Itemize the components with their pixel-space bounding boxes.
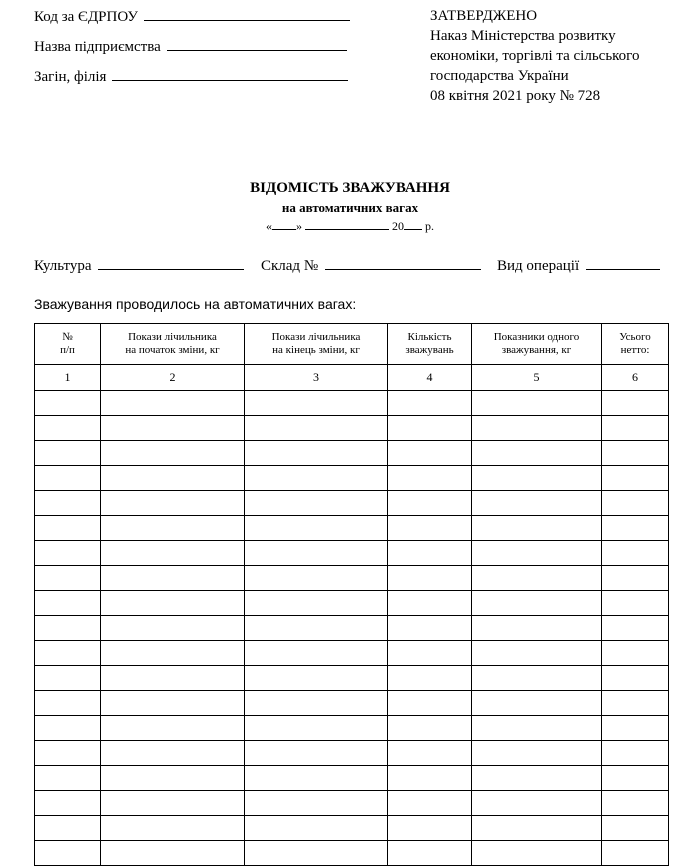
- table-cell[interactable]: [101, 491, 245, 516]
- culture-field: [34, 255, 244, 275]
- table-cell[interactable]: [101, 691, 245, 716]
- table-cell[interactable]: [472, 441, 602, 466]
- table-cell[interactable]: [602, 416, 669, 441]
- table-cell[interactable]: [101, 666, 245, 691]
- table-cell[interactable]: [602, 791, 669, 816]
- table-cell[interactable]: [101, 466, 245, 491]
- table-cell[interactable]: [388, 416, 472, 441]
- table-cell[interactable]: [602, 666, 669, 691]
- column-header-line: Усього: [619, 331, 651, 343]
- table-cell[interactable]: [245, 416, 388, 441]
- table-row: [35, 391, 669, 416]
- weighing-intro: Зважування проводилось на автоматичних вагах:: [34, 296, 357, 312]
- table-row: [35, 541, 669, 566]
- table-row: [35, 791, 669, 816]
- table-cell[interactable]: [35, 616, 101, 641]
- table-cell[interactable]: [602, 841, 669, 866]
- table-cell[interactable]: [388, 691, 472, 716]
- table-cell[interactable]: [388, 641, 472, 666]
- table-row: [35, 716, 669, 741]
- table-body: [35, 391, 669, 866]
- table-cell[interactable]: [388, 441, 472, 466]
- date-day-blank[interactable]: [272, 219, 296, 230]
- table-cell[interactable]: [472, 541, 602, 566]
- table-cell[interactable]: [472, 516, 602, 541]
- table-cell[interactable]: [101, 641, 245, 666]
- edrpou-label: Код за ЄДРПОУ: [34, 9, 138, 25]
- table-cell[interactable]: [602, 541, 669, 566]
- branch-field: [34, 66, 348, 86]
- table-cell[interactable]: [388, 516, 472, 541]
- approval-line: Наказ Міністерства розвитку: [430, 28, 616, 44]
- table-cell[interactable]: [388, 816, 472, 841]
- table-cell[interactable]: [245, 541, 388, 566]
- table-cell[interactable]: [602, 491, 669, 516]
- warehouse-label: Склад №: [261, 258, 319, 274]
- table-cell[interactable]: [35, 641, 101, 666]
- table-cell[interactable]: [602, 816, 669, 841]
- table-cell[interactable]: [245, 616, 388, 641]
- table-cell[interactable]: [245, 766, 388, 791]
- date-quote-open: «: [266, 219, 272, 233]
- document-date: [0, 219, 700, 233]
- table-cell[interactable]: [35, 791, 101, 816]
- table-row: [35, 666, 669, 691]
- table-header-row: [35, 324, 669, 365]
- column-header: [602, 324, 669, 365]
- table-cell[interactable]: [245, 491, 388, 516]
- table-cell[interactable]: [388, 566, 472, 591]
- table-cell[interactable]: [101, 591, 245, 616]
- table-cell[interactable]: [388, 841, 472, 866]
- column-header: [472, 324, 602, 365]
- date-quote-close: »: [296, 219, 302, 233]
- approval-block: [430, 6, 639, 106]
- table-cell[interactable]: [101, 391, 245, 416]
- table-cell[interactable]: [388, 741, 472, 766]
- operation-field: [497, 255, 660, 275]
- table-cell[interactable]: [35, 816, 101, 841]
- table-cell[interactable]: [472, 691, 602, 716]
- approval-line: економіки, торгівлі та сільського: [430, 48, 640, 64]
- table-cell[interactable]: [602, 466, 669, 491]
- table-row: [35, 491, 669, 516]
- column-number: 2: [101, 365, 245, 391]
- table-cell[interactable]: [472, 591, 602, 616]
- column-number: 3: [245, 365, 388, 391]
- table-cell[interactable]: [602, 391, 669, 416]
- table-cell[interactable]: [602, 741, 669, 766]
- column-header-line: нетто:: [620, 344, 650, 356]
- column-header-line: п/п: [60, 344, 75, 356]
- enterprise-name-blank[interactable]: [167, 36, 347, 51]
- table-cell[interactable]: [245, 816, 388, 841]
- table-cell[interactable]: [388, 666, 472, 691]
- table-cell[interactable]: [245, 516, 388, 541]
- column-header-line: Покази лічильника: [128, 331, 217, 343]
- table-cell[interactable]: [245, 666, 388, 691]
- table-row: [35, 616, 669, 641]
- table-cell[interactable]: [602, 441, 669, 466]
- table-cell[interactable]: [35, 416, 101, 441]
- table-cell[interactable]: [602, 516, 669, 541]
- table-cell[interactable]: [245, 566, 388, 591]
- culture-label: Культура: [34, 258, 92, 274]
- table-cell[interactable]: [101, 791, 245, 816]
- table-cell[interactable]: [245, 791, 388, 816]
- date-month-blank[interactable]: [305, 219, 389, 230]
- column-header-line: на початок зміни, кг: [125, 344, 220, 356]
- edrpou-blank[interactable]: [144, 6, 350, 21]
- table-row: [35, 516, 669, 541]
- table-cell[interactable]: [35, 441, 101, 466]
- table-cell[interactable]: [245, 466, 388, 491]
- table-cell[interactable]: [472, 766, 602, 791]
- table-cell[interactable]: [245, 741, 388, 766]
- column-header-line: зважування, кг: [501, 344, 572, 356]
- table-cell[interactable]: [101, 741, 245, 766]
- table-cell[interactable]: [101, 716, 245, 741]
- table-cell[interactable]: [388, 716, 472, 741]
- table-cell[interactable]: [101, 441, 245, 466]
- table-cell[interactable]: [245, 591, 388, 616]
- table-row: [35, 566, 669, 591]
- table-cell[interactable]: [388, 791, 472, 816]
- document-title: ВІДОМІСТЬ ЗВАЖУВАННЯ: [250, 180, 450, 196]
- table-cell[interactable]: [101, 766, 245, 791]
- table-cell[interactable]: [245, 441, 388, 466]
- table-cell[interactable]: [472, 466, 602, 491]
- column-header: [245, 324, 388, 365]
- table-cell[interactable]: [35, 666, 101, 691]
- table-cell[interactable]: [388, 491, 472, 516]
- table-cell[interactable]: [472, 816, 602, 841]
- table-cell[interactable]: [35, 566, 101, 591]
- table-cell[interactable]: [388, 541, 472, 566]
- table-cell[interactable]: [602, 691, 669, 716]
- table-cell[interactable]: [388, 766, 472, 791]
- table-cell[interactable]: [101, 516, 245, 541]
- table-row: [35, 416, 669, 441]
- operation-label: Вид операції: [497, 258, 580, 274]
- column-header-line: на кінець зміни, кг: [272, 344, 360, 356]
- table-row: [35, 766, 669, 791]
- table-cell[interactable]: [245, 641, 388, 666]
- operation-blank[interactable]: [586, 255, 660, 270]
- column-number: 4: [388, 365, 472, 391]
- table-cell[interactable]: [35, 541, 101, 566]
- culture-blank[interactable]: [98, 255, 244, 270]
- column-header-line: Показники одного: [493, 331, 580, 343]
- table-cell[interactable]: [472, 566, 602, 591]
- table-cell[interactable]: [602, 566, 669, 591]
- warehouse-blank[interactable]: [325, 255, 481, 270]
- table-cell[interactable]: [101, 616, 245, 641]
- warehouse-field: [261, 255, 481, 275]
- enterprise-name-field: [34, 36, 347, 56]
- table-cell[interactable]: [472, 841, 602, 866]
- branch-label: Загін, філія: [34, 69, 107, 85]
- table-cell[interactable]: [101, 416, 245, 441]
- table-cell[interactable]: [472, 641, 602, 666]
- table-cell[interactable]: [472, 616, 602, 641]
- table-cell[interactable]: [245, 391, 388, 416]
- table-row: [35, 816, 669, 841]
- table-row: [35, 441, 669, 466]
- table-cell[interactable]: [101, 816, 245, 841]
- table-cell[interactable]: [472, 716, 602, 741]
- table-row: [35, 641, 669, 666]
- branch-blank[interactable]: [112, 66, 348, 81]
- table-cell[interactable]: [35, 716, 101, 741]
- table-cell[interactable]: [602, 591, 669, 616]
- table-cell[interactable]: [388, 616, 472, 641]
- column-number: 5: [472, 365, 602, 391]
- approval-title: ЗАТВЕРДЖЕНО: [430, 8, 538, 24]
- table-cell[interactable]: [35, 766, 101, 791]
- column-header-line: Покази лічильника: [271, 331, 361, 343]
- column-number-row: [35, 365, 669, 391]
- edrpou-field: [34, 6, 350, 26]
- table-cell[interactable]: [35, 841, 101, 866]
- column-number: 6: [602, 365, 669, 391]
- table-cell[interactable]: [35, 491, 101, 516]
- column-header-line: №: [62, 331, 73, 343]
- table-cell[interactable]: [35, 516, 101, 541]
- table-cell[interactable]: [602, 616, 669, 641]
- table-cell[interactable]: [602, 716, 669, 741]
- table-cell[interactable]: [35, 466, 101, 491]
- table-cell[interactable]: [472, 416, 602, 441]
- table-cell[interactable]: [245, 691, 388, 716]
- table-cell[interactable]: [472, 391, 602, 416]
- table-cell[interactable]: [35, 691, 101, 716]
- table-cell[interactable]: [472, 666, 602, 691]
- table-cell[interactable]: [602, 766, 669, 791]
- table-cell[interactable]: [388, 466, 472, 491]
- table-cell[interactable]: [101, 541, 245, 566]
- table-cell[interactable]: [472, 491, 602, 516]
- table-cell[interactable]: [388, 591, 472, 616]
- weighing-table: [34, 323, 669, 866]
- date-year-blank[interactable]: [404, 219, 422, 230]
- column-number: 1: [35, 365, 101, 391]
- table-cell[interactable]: [101, 566, 245, 591]
- table-cell[interactable]: [388, 391, 472, 416]
- table-cell[interactable]: [472, 741, 602, 766]
- table-cell[interactable]: [245, 716, 388, 741]
- table-cell[interactable]: [35, 741, 101, 766]
- table-cell[interactable]: [472, 791, 602, 816]
- approval-date-line: 08 квітня 2021 року № 728: [430, 88, 601, 104]
- table-cell[interactable]: [35, 391, 101, 416]
- document-subtitle: на автоматичних вагах: [281, 200, 419, 215]
- column-header: [35, 324, 101, 365]
- table-cell[interactable]: [101, 841, 245, 866]
- column-header-line: Кількість: [407, 331, 452, 343]
- date-year-prefix: 20: [392, 219, 404, 233]
- table-row: [35, 691, 669, 716]
- table-row: [35, 741, 669, 766]
- table-cell[interactable]: [602, 641, 669, 666]
- column-header-line: зважувань: [405, 344, 454, 356]
- approval-line: господарства України: [430, 68, 569, 84]
- table-cell[interactable]: [245, 841, 388, 866]
- column-header: [101, 324, 245, 365]
- table-row: [35, 591, 669, 616]
- enterprise-name-label: Назва підприємства: [34, 39, 161, 55]
- date-year-suffix: р.: [425, 219, 434, 233]
- table-row: [35, 466, 669, 491]
- table-cell[interactable]: [35, 591, 101, 616]
- column-header: [388, 324, 472, 365]
- table-row: [35, 841, 669, 866]
